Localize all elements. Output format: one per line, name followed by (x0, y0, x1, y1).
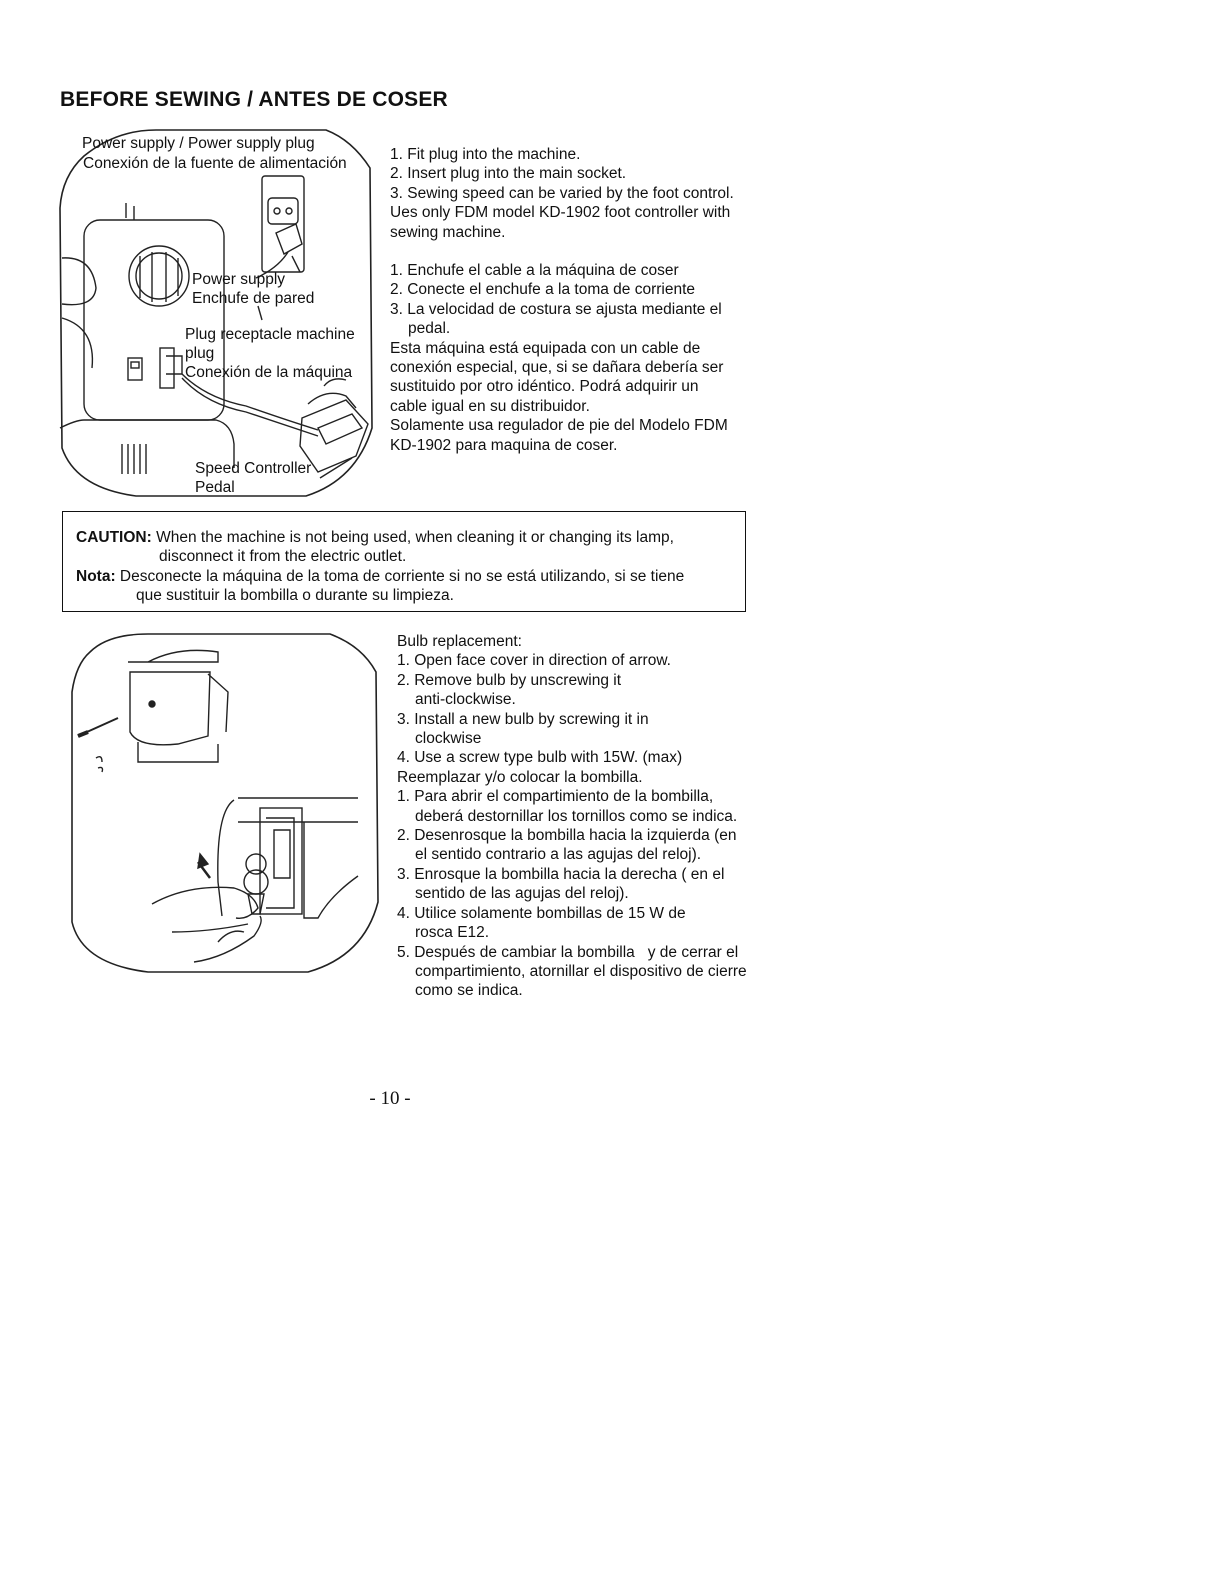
bulb-step-3: 3. Install a new bulb by screwing it in clockwise (397, 710, 649, 748)
nota-text-2: que sustituir la bombilla o durante su limpieza. (136, 587, 454, 605)
bulb-step-3-es: 3. Enrosque la bombilla hacia la derecha ( en el sentido de las agujas del reloj). (397, 865, 725, 903)
caution-text-1: When the machine is not being used, when cleaning it or changing its lamp, (156, 529, 674, 546)
bulb-step-5-es: 5. Después de cambiar la bombilla y de cerrar el compartimiento, atornillar el dispositivo de cierre como se indica. (397, 943, 751, 1000)
label-enchufe-pared: Enchufe de pared (192, 290, 315, 307)
nota-label: Nota: (76, 567, 116, 585)
caution-label: CAUTION: (76, 529, 152, 546)
page-number: - 10 - (369, 1088, 411, 1109)
power-supply-figure (56, 128, 376, 500)
bulb-step-1: 1. Open face cover in direction of arrow. (397, 652, 671, 670)
label-plug-receptacle: Plug receptacle machine (185, 326, 355, 343)
label-conexion-fuente: Conexión de la fuente de alimentación (83, 155, 347, 172)
label-pedal: Pedal (195, 479, 235, 496)
bulb-figure (68, 632, 380, 976)
power-step-2: 2. Insert plug into the main socket. (390, 165, 627, 183)
power-step-3: 3. Sewing speed can be varied by the foot control. (390, 184, 734, 202)
label-power-supply: Power supply (192, 271, 286, 288)
bulb-step-1-es: 1. Para abrir el compartimiento de la bombilla, deberá destornillar los tornillos como se indica. (397, 788, 738, 825)
bulb-replacement-illustration (68, 632, 380, 976)
power-note-es-1: Esta máquina está equipada con un cable de conexión especial, que, si se dañara debería ser sustituido por otro idéntico. Podrá adquirir un cable igual en su distribuidor. (390, 339, 724, 415)
label-conexion-maquina: Conexión de la máquina (185, 364, 353, 381)
power-step-1: 1. Fit plug into the machine. (390, 146, 581, 163)
power-note: Ues only FDM model KD-1902 foot controller with sewing machine. (390, 204, 731, 241)
bulb-step-2-es: 2. Desenrosque la bombilla hacia la izquierda (en el sentido contrario a las agujas del reloj). (397, 827, 737, 864)
page-title: BEFORE SEWING / ANTES DE COSER (60, 88, 448, 111)
power-instructions-english (390, 145, 735, 455)
power-supply-illustration (56, 128, 376, 500)
nota-text-1: Desconecte la máquina de la toma de corriente si no se está utilizando, si se tiene (119, 567, 685, 585)
caution-box (62, 511, 746, 612)
bulb-step-4-es: 4. Utilice solamente bombillas de 15 W de rosca E12. (397, 904, 686, 942)
power-step-1-es: 1. Enchufe el cable a la máquina de coser (390, 262, 679, 280)
bulb-heading: Bulb replacement: (397, 633, 522, 650)
caution-text-2: disconnect it from the electric outlet. (159, 548, 407, 566)
power-step-3-es: 3. La velocidad de costura se ajusta mediante el pedal. (390, 300, 722, 338)
bulb-instructions (397, 632, 751, 1001)
bulb-step-2: 2. Remove bulb by unscrewing it anti-clockwise. (397, 671, 622, 709)
label-power-supply-plug: Power supply / Power supply plug (82, 135, 315, 152)
label-speed-controller: Speed Controller (195, 460, 312, 477)
power-step-2-es: 2. Conecte el enchufe a la toma de corriente (390, 281, 696, 299)
bulb-step-4: 4. Use a screw type bulb with 15W. (max) (397, 749, 683, 767)
label-plug: plug (185, 345, 215, 362)
power-note-es-2: Solamente usa regulador de pie del Modelo FDM KD-1902 para maquina de coser. (390, 417, 728, 454)
bulb-heading-es: Reemplazar y/o colocar la bombilla. (397, 768, 643, 786)
